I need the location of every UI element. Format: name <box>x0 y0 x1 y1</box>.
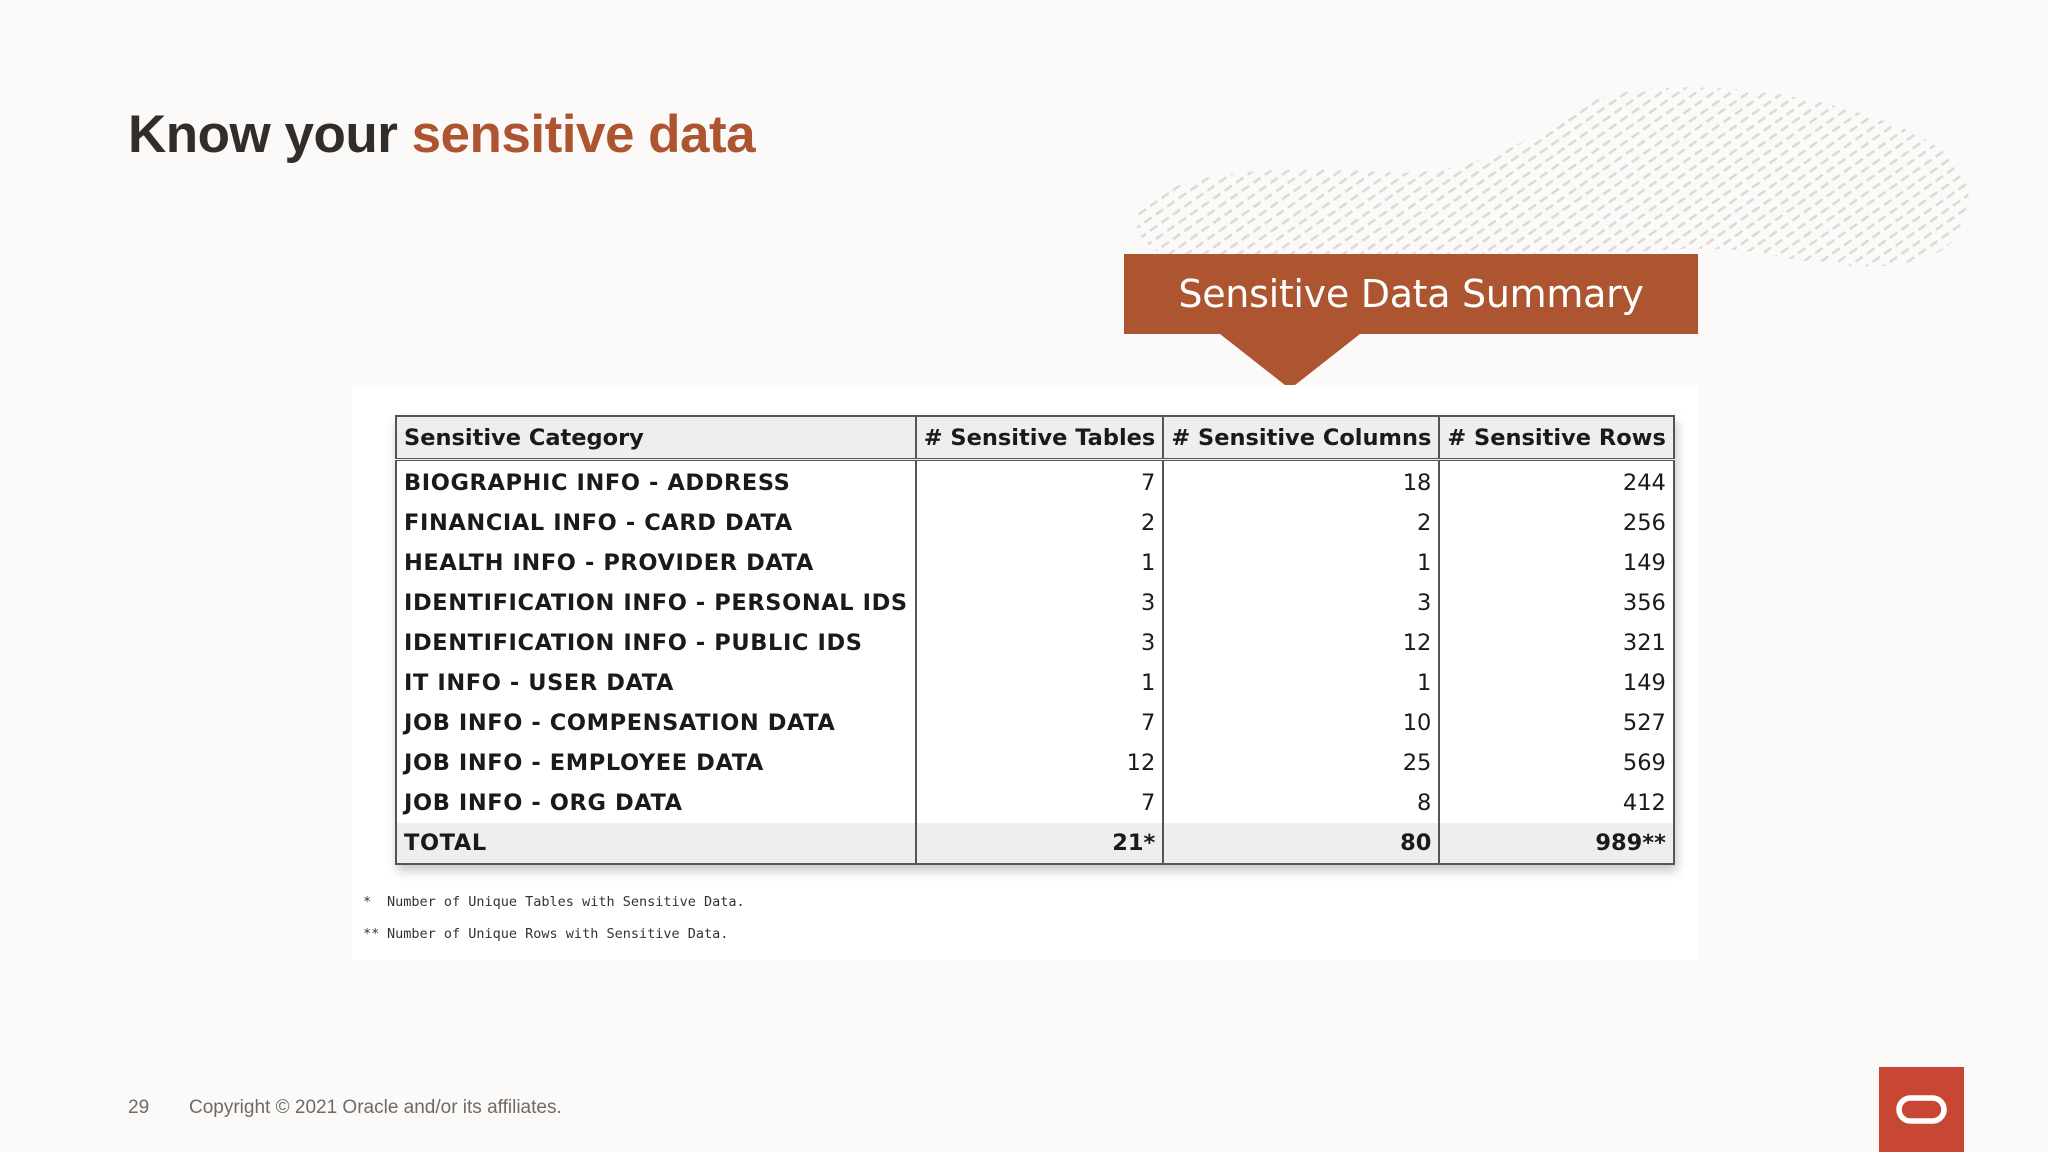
header-sensitive-category: Sensitive Category <box>396 416 916 460</box>
category-cell: JOB INFO - ORG DATA <box>396 783 916 823</box>
category-cell: IDENTIFICATION INFO - PUBLIC IDS <box>396 623 916 663</box>
category-cell: BIOGRAPHIC INFO - ADDRESS <box>396 460 916 504</box>
tables-cell: 7 <box>916 703 1164 743</box>
table-row <box>396 543 1674 583</box>
callout-arrow <box>1220 334 1360 389</box>
columns-cell: 3 <box>1163 583 1439 623</box>
table-row <box>396 460 1674 504</box>
header-sensitive-rows: # Sensitive Rows <box>1439 416 1673 460</box>
rows-cell: 412 <box>1439 783 1673 823</box>
tables-cell: 12 <box>916 743 1164 783</box>
columns-cell: 12 <box>1163 623 1439 663</box>
total-rows-cell: 989** <box>1439 823 1673 864</box>
sensitive-data-summary-callout <box>1124 254 1698 334</box>
columns-cell: 18 <box>1163 460 1439 504</box>
rows-cell: 149 <box>1439 663 1673 703</box>
category-cell: JOB INFO - COMPENSATION DATA <box>396 703 916 743</box>
table-row <box>396 663 1674 703</box>
total-columns-cell: 80 <box>1163 823 1439 864</box>
columns-cell: 2 <box>1163 503 1439 543</box>
tables-cell: 3 <box>916 623 1164 663</box>
tables-cell: 7 <box>916 460 1164 504</box>
tables-cell: 1 <box>916 663 1164 703</box>
slide-title <box>128 104 755 165</box>
category-cell: JOB INFO - EMPLOYEE DATA <box>396 743 916 783</box>
columns-cell: 1 <box>1163 543 1439 583</box>
tables-cell: 7 <box>916 783 1164 823</box>
callout-label: Sensitive Data Summary <box>1178 272 1644 316</box>
tables-cell: 3 <box>916 583 1164 623</box>
category-cell: HEALTH INFO - PROVIDER DATA <box>396 543 916 583</box>
footnote-mark: ** <box>363 926 380 942</box>
oracle-logo <box>1879 1067 1964 1152</box>
category-cell: IDENTIFICATION INFO - PERSONAL IDS <box>396 583 916 623</box>
oracle-logo-icon <box>1896 1095 1947 1124</box>
tables-cell: 1 <box>916 543 1164 583</box>
table-row <box>396 503 1674 543</box>
footnote-rows <box>363 926 728 942</box>
footnote-text: Number of Unique Rows with Sensitive Data. <box>387 926 729 942</box>
columns-cell: 10 <box>1163 703 1439 743</box>
category-cell: IT INFO - USER DATA <box>396 663 916 703</box>
category-cell: FINANCIAL INFO - CARD DATA <box>396 503 916 543</box>
table-row <box>396 783 1674 823</box>
columns-cell: 25 <box>1163 743 1439 783</box>
tables-cell: 2 <box>916 503 1164 543</box>
table-header-row <box>396 416 1674 460</box>
columns-cell: 1 <box>1163 663 1439 703</box>
rows-cell: 321 <box>1439 623 1673 663</box>
copyright-text: Copyright © 2021 Oracle and/or its affiliates. <box>189 1097 562 1118</box>
header-sensitive-tables: # Sensitive Tables <box>916 416 1164 460</box>
footnote-mark: * <box>363 894 372 910</box>
table-row <box>396 703 1674 743</box>
rows-cell: 527 <box>1439 703 1673 743</box>
total-label-cell: TOTAL <box>396 823 916 864</box>
title-accent: sensitive data <box>411 105 756 164</box>
table-total-row <box>396 823 1674 864</box>
rows-cell: 244 <box>1439 460 1673 504</box>
table-row <box>396 743 1674 783</box>
sensitive-data-table <box>395 415 1675 865</box>
title-main: Know your <box>128 105 412 164</box>
rows-cell: 149 <box>1439 543 1673 583</box>
footnote-text: Number of Unique Tables with Sensitive Data. <box>387 894 745 910</box>
total-tables-cell: 21* <box>916 823 1164 864</box>
page-number: 29 <box>128 1097 150 1118</box>
header-sensitive-columns: # Sensitive Columns <box>1163 416 1439 460</box>
rows-cell: 569 <box>1439 743 1673 783</box>
columns-cell: 8 <box>1163 783 1439 823</box>
footnote-tables <box>363 894 745 910</box>
table-row <box>396 623 1674 663</box>
table-row <box>396 583 1674 623</box>
rows-cell: 356 <box>1439 583 1673 623</box>
rows-cell: 256 <box>1439 503 1673 543</box>
